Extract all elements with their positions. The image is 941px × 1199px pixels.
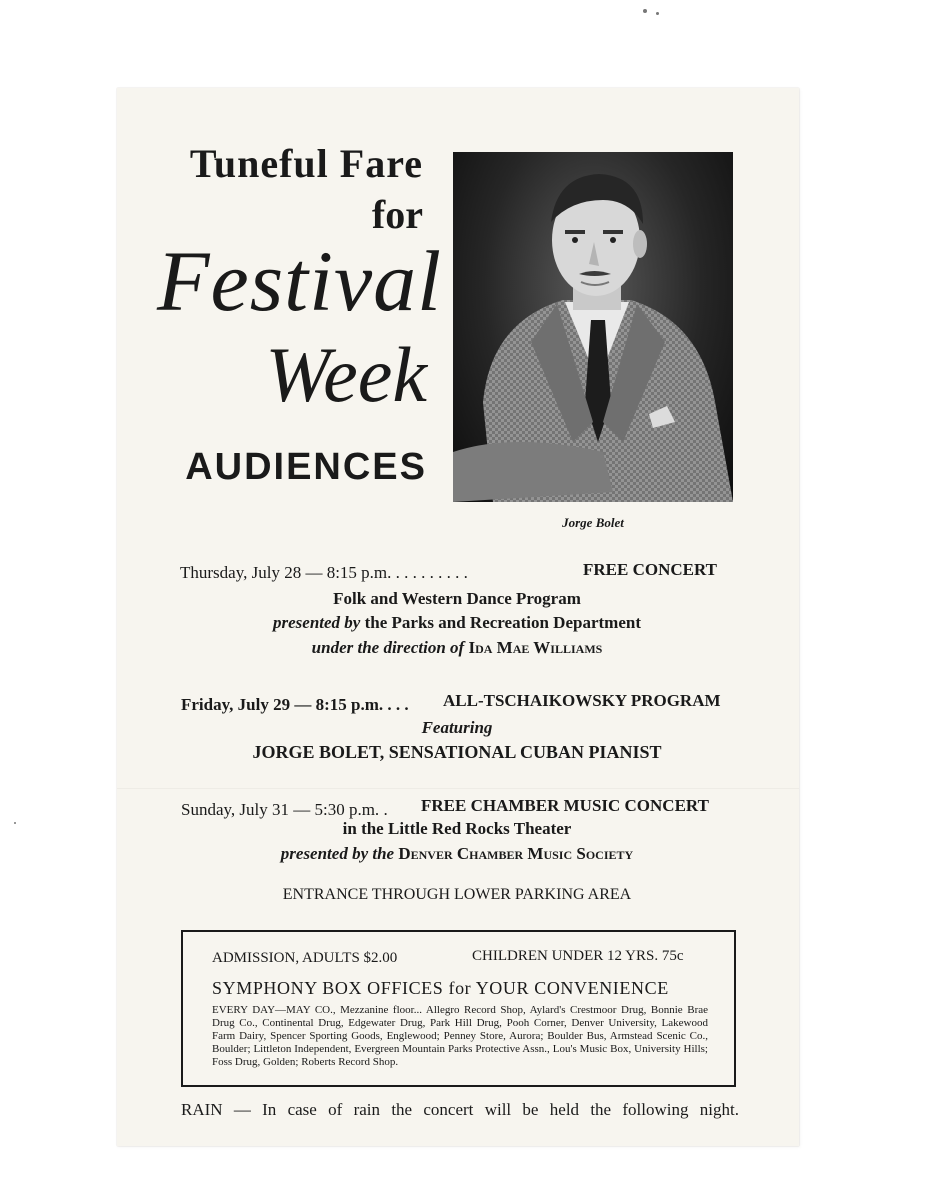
event-date <box>180 563 468 583</box>
direction-label: under the direction of <box>311 638 465 657</box>
event-presenter <box>177 613 737 633</box>
event-date <box>181 695 409 715</box>
event-performer: JORGE BOLET, SENSATIONAL CUBAN PIANIST <box>252 742 662 762</box>
paper-speck <box>656 12 659 15</box>
box-offices-heading: SYMPHONY BOX OFFICES for YOUR CONVENIENCE <box>212 978 669 998</box>
pianist-portrait-photo <box>453 152 733 502</box>
event-headline: FREE CHAMBER MUSIC CONCERT <box>421 796 709 815</box>
presenter-name: the Parks and Recreation Department <box>364 613 641 632</box>
event-date-text: Friday, July 29 — 8:15 p.m. <box>181 695 384 714</box>
entrance-note: ENTRANCE THROUGH LOWER PARKING AREA <box>282 886 632 903</box>
presented-by-label: presented by <box>273 613 361 632</box>
title-for: for <box>371 192 423 237</box>
title-tuneful-fare: Tuneful Fare <box>189 141 423 186</box>
presenter-name: Denver Chamber Music Society <box>398 844 634 863</box>
paper-speck <box>643 9 647 13</box>
event-program: Folk and Western Dance Program <box>333 589 581 608</box>
title-week: Week <box>265 331 427 418</box>
paper-speck <box>14 822 16 824</box>
director-name: Ida Mae Williams <box>468 638 603 657</box>
admission-adults: ADMISSION, ADULTS $2.00 <box>212 950 398 966</box>
event-venue: in the Little Red Rocks Theater <box>342 819 572 838</box>
admission-box <box>181 930 736 1087</box>
admission-children: CHILDREN UNDER 12 YRS. 75c <box>472 948 684 964</box>
title-audiences: AUDIENCES <box>185 446 427 488</box>
presented-by-label: presented by the <box>280 844 395 863</box>
event-date-text: Sunday, July 31 — 5:30 p.m. <box>181 800 380 819</box>
dot-leader: . . . <box>383 695 409 714</box>
event-featuring: Featuring <box>421 718 493 737</box>
event-headline: ALL-TSCHAIKOWSKY PROGRAM <box>443 691 721 710</box>
rain-note: RAIN — In case of rain the concert will be held the following night. <box>181 1100 739 1119</box>
poster-sheet <box>117 88 799 1146</box>
dot-leader: . . . . . . . . . <box>391 563 468 582</box>
event-date-text: Thursday, July 28 — 8:15 p.m. <box>180 563 392 582</box>
title-festival: Festival <box>157 233 443 329</box>
dot-leader: . <box>379 800 388 819</box>
ticket-outlets-list: EVERY DAY—MAY CO., Mezzanine floor... Allegro Record Shop, Aylard's Crestmoor Drug, Bonnie Brae Drug Co., Continental Drug, Edgewater Drug, Park Hill Drug, Pooh Corner, Denver University, Lakewood Farm Dairy, Spencer Sporting Goods, Englewood; Penney Store, Aurora; Boulder Bus, Armstead Scenic Co., Boulder; Littleton Independent, Evergreen Mountain Parks Protective Assn., Lou's Music Box, University Hills; Foss Drug, Golden; Roberts Record Shop. <box>212 1004 708 1068</box>
event-director <box>177 638 737 658</box>
paper-fold <box>117 788 799 789</box>
event-headline: FREE CONCERT <box>583 560 717 579</box>
photo-caption: Jorge Bolet <box>562 515 624 530</box>
event-date <box>181 800 388 820</box>
event-presenter <box>177 844 737 864</box>
